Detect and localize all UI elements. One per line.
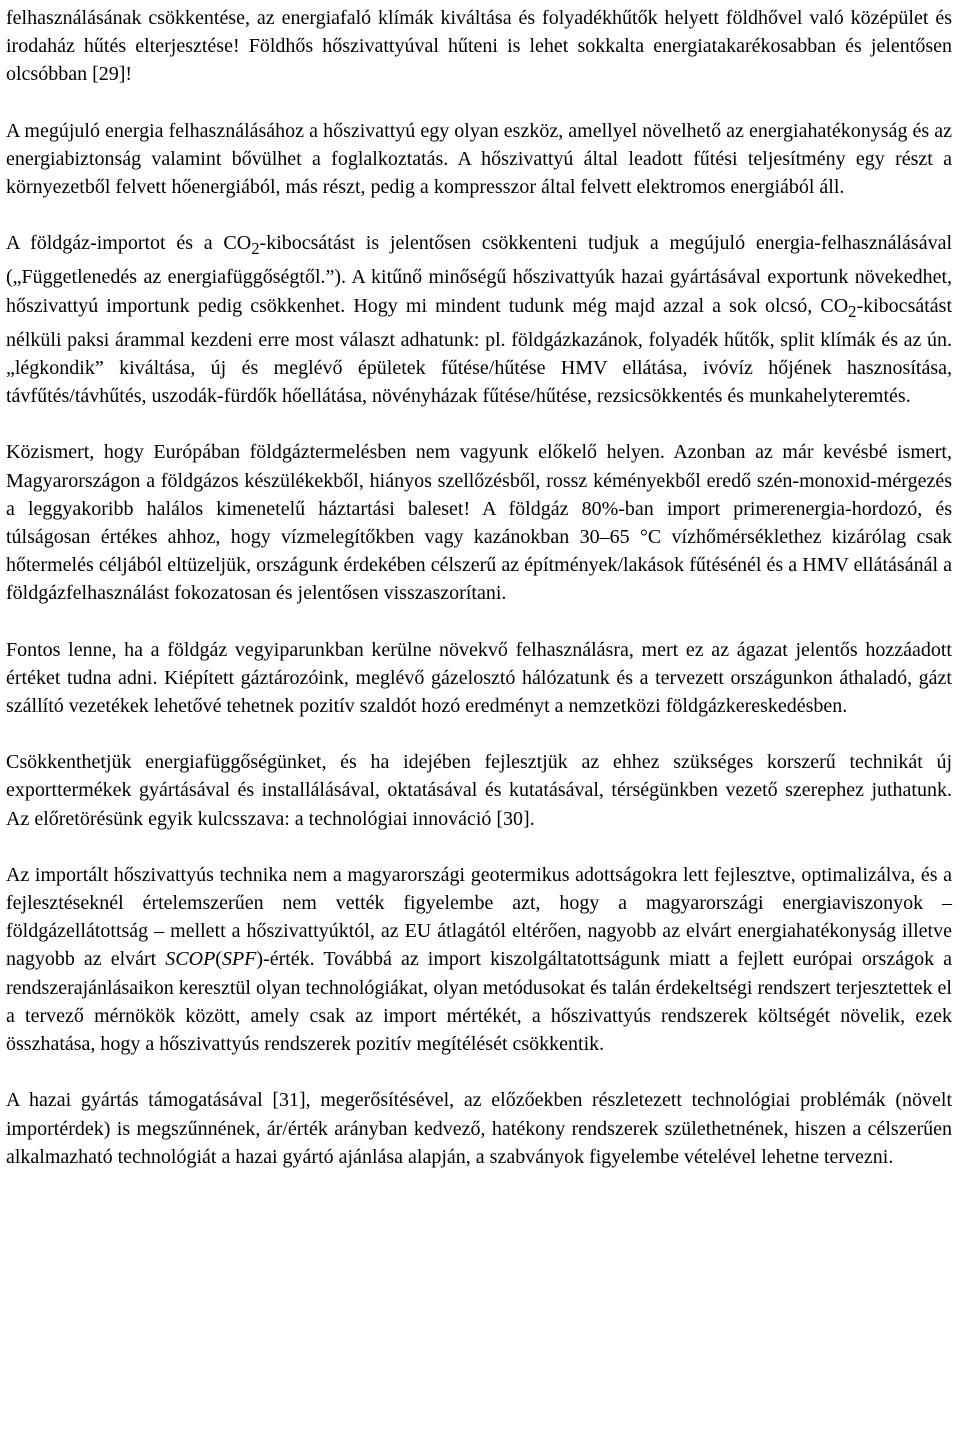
subscript-text: 2 [848,301,857,321]
text-run: -kibocsátást nélküli paksi árammal kezdeni erre most választ adhatunk: pl. földgázkazánok, folyadék hűtők, split klímák és az ún. „légkondik” kiváltása, új és meglévő épületek fűtése/hűtése HMV ellátása, ivóvíz hőjének hasznosítása, távfűtés/távhűtés, uszodák-fürdők hőellátása, növényházak fűtése/hűtése, rezsicsökkentés és munkahelyteremtés. [6,294,952,408]
text-run: A földgáz-importot és a CO [6,232,252,255]
text-run: -kibocsátást is jelentősen csökkenteni tudjuk a megújuló energia-felhasználásával („Függetlenedés az energiafüggőségtől.”). A kitűnő minőségű hőszivattyúk hazai gyártásával exportunk növekedhet, hőszivattyú importunk pedig csökkenhet. Hogy mi mindent tudunk még majd azzal a sok olcsó, CO [6,232,952,317]
text-run: A hazai gyártás támogatásával [31], megerősítésével, az előzőekben részletezett technológiai problémák (növelt importérdek) is megszűnnének, ár/érték arányban kedvező, hatékony rendszerek születhetnének, hiszen a célszerűen alkalmazható technológiát a hazai gyártó ajánlása alapján, a szabványok figyelembe vételével lehetne tervezni. [6,1089,952,1168]
text-run: ( [215,948,222,971]
paragraph-4 [6,438,952,607]
paragraph-1 [6,4,952,89]
text-run: Közismert, hogy Európában földgáztermelésben nem vagyunk előkelő helyen. Azonban az már kevésbé ismert, Magyarországon a földgázos készülékekből, hiányos szellőzésből, rossz kéményekből eredő szén-monoxid-mérgezés a leggyakoribb halálos kimenetelű háztartási baleset! A földgáz 80%-ban import primerenergia-hordozó, és túlságosan értékes ahhoz, hogy vízmelegítőkben vagy kazánokban 30–65 °C vízhőmérséklethez kizárólag csak hőtermelés céljából eltüzeljük, országunk érdekében célszerű az építmények/lakások fűtésénél és a HMV ellátásánál a földgázfelhasználást fokozatosan és jelentősen visszaszorítani. [6,441,952,605]
paragraph-2 [6,117,952,202]
text-run: )-érték. Továbbá az import kiszolgáltatottságunk miatt a fejlett európai országok a rendszerajánlásaikon keresztül olyan technológiákat, olyan metódusokat és talán érdekeltségi rendszert terjesztettek el a tervező mérnökök között, amely csak az import mértékét, a hőszivattyús rendszerek költségét növelik, ezek összhatása, hogy a hőszivattyús rendszerek pozitív megítélését csökkentik. [6,948,952,1056]
italic-text: SCOP [165,948,216,971]
paragraph-7 [6,861,952,1058]
paragraph-5 [6,636,952,721]
paragraph-8 [6,1086,952,1171]
paragraph-3 [6,229,952,410]
text-run: Csökkenthetjük energiafüggőségünket, és ha idejében fejlesztjük az ehhez szükséges korszerű technikát új exporttermékek gyártásával és installálásával, oktatásával és kutatásával, térségünkben vezető szerephez juthatunk. Az előretörésünk egyik kulcsszava: a technológiai innováció [30]. [6,751,952,830]
text-run: Fontos lenne, ha a földgáz vegyiparunkban kerülne növekvő felhasználásra, mert ez az ágazat jelentős hozzáadott értéket tudna adni. Kiépített gáztározóink, meglévő gázelosztó hálózatunk és a tervezett országunkon áthaladó, gázt szállító vezetékek lehetővé tehetnek pozitív szaldót hozó eredményt a nemzetközi földgázkereskedésben. [6,638,952,718]
italic-text: SPF [221,948,257,971]
text-run: A megújuló energia felhasználásához a hőszivattyú egy olyan eszköz, amellyel növelhető az energiahatékonyság és az energiabiztonság valamint bővülhet a foglalkoztatás. A hőszivattyú által leadott fűtési teljesítmény egy részt a környezetből felvett hőenergiából, más részt, pedig a kompresszor által felvett elektromos energiából áll. [6,119,952,199]
text-run: Az importált hőszivattyús technika nem a magyarországi geotermikus adottságokra lett fejlesztve, optimalizálva, és a fejlesztéseknél értelemszerűen nem vették figyelembe azt, hogy a magyarországi energiaviszonyok – földgázellátottság – mellett a hőszivattyúktól, az EU átlagától eltérően, nagyobb az elvárt energiahatékonyság illetve nagyobb az elvárt [6,863,952,971]
subscript-text: 2 [251,239,260,259]
paragraph-6 [6,748,952,833]
text-run: felhasználásának csökkentése, az energiafaló klímák kiváltása és folyadékhűtők helyett földhővel való középület és irodaház hűtés elterjesztése! Földhős hőszivattyúval hűteni is lehet sokkalta energiatakarékosabban és jelentősen olcsóbban [29]! [6,7,952,86]
